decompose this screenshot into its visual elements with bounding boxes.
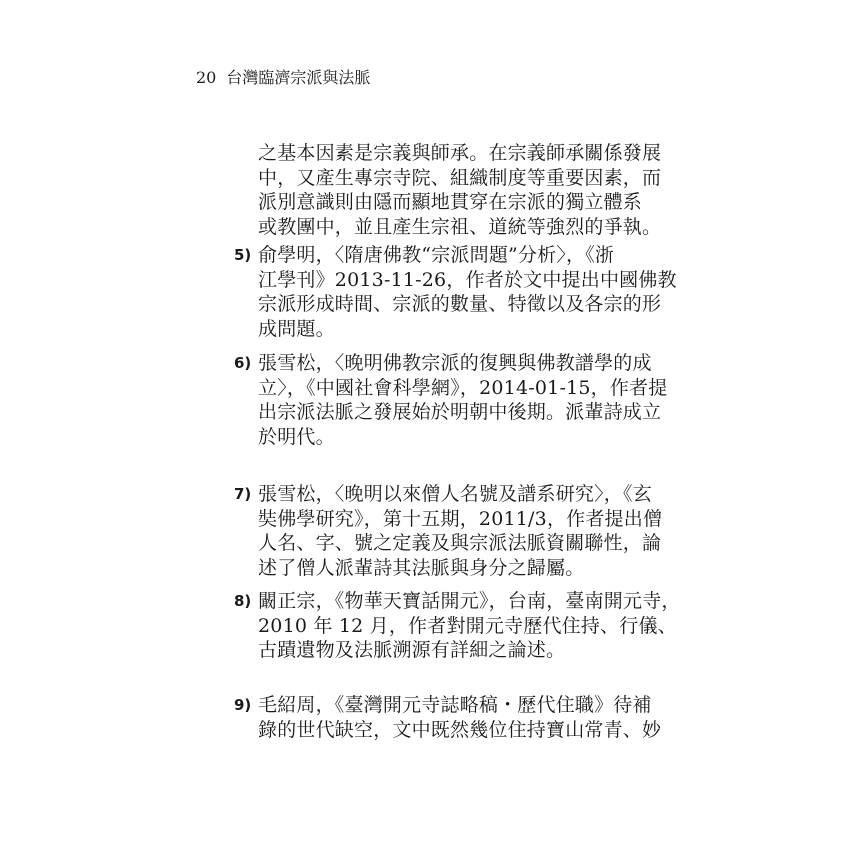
footnote-line: 俞學明，〈隋唐佛教“宗派問題”分析〉，《浙 <box>258 244 615 266</box>
page-number: 20 <box>196 68 217 87</box>
footnote-line: 人名、字、號之定義及與宗派法脈資關聯性，論 <box>258 532 662 554</box>
running-header <box>196 68 370 88</box>
paragraph-line: 中，又產生專宗寺院、組織制度等重要因素，而 <box>258 166 662 189</box>
footnote-line: 毛紹周，《臺灣開元寺誌略稿・歷代住職》待補 <box>258 694 652 716</box>
footnote-line: 張雪松，〈晚明佛教宗派的復興與佛教譜學的成 <box>258 352 652 374</box>
footnote-number: 7) <box>234 485 252 503</box>
footnote-line: 於明代。 <box>258 425 335 448</box>
continuation-paragraph <box>258 141 662 239</box>
footnote-line: 江學刊》2013-11-26，作者於文中提出中國佛教 <box>258 268 677 291</box>
footnote-line: 張雪松，〈晚明以來僧人名號及譜系研究〉，《玄 <box>258 483 652 505</box>
footnote-line: 錄的世代缺空，文中既然幾位住持寶山常青、妙 <box>258 718 662 741</box>
footnote-number: 8) <box>234 592 252 610</box>
footnote-number: 6) <box>234 354 252 372</box>
footnote-line: 立〉，《中國社會科學網》，2014-01-15，作者提 <box>258 376 668 399</box>
book-title: 台灣臨濟宗派與法脈 <box>226 68 371 87</box>
footnote-number: 9) <box>234 696 252 714</box>
footnote-line: 宗派形成時間、宗派的數量、特徵以及各宗的形 <box>258 293 662 315</box>
footnote-line: 述了僧人派輩詩其法脈與身分之歸屬。 <box>258 556 585 579</box>
footnote-line: 成問題。 <box>258 317 335 340</box>
paragraph-line: 派別意識則由隱而顯地貫穿在宗派的獨立體系 <box>258 191 643 213</box>
footnote-number: 5) <box>234 246 252 264</box>
footnote-line: 2010 年 12 月，作者對開元寺歷代住持、行儀、 <box>258 614 677 637</box>
footnote-line: 闞正宗，《物華天寶話開元》，台南，臺南開元寺， <box>258 590 681 612</box>
footnote-line: 出宗派法脈之發展始於明朝中後期。派輩詩成立 <box>258 401 662 423</box>
footnote-line: 古蹟遺物及法脈溯源有詳細之論述。 <box>258 639 566 661</box>
footnote-line: 奘佛學研究》，第十五期，2011/3，作者提出僧 <box>258 507 663 530</box>
paragraph-line: 之基本因素是宗義與師承。在宗義師承關係發展 <box>258 142 662 164</box>
paragraph-line: 或教團中，並且產生宗祖、道統等強烈的爭執。 <box>258 215 662 238</box>
